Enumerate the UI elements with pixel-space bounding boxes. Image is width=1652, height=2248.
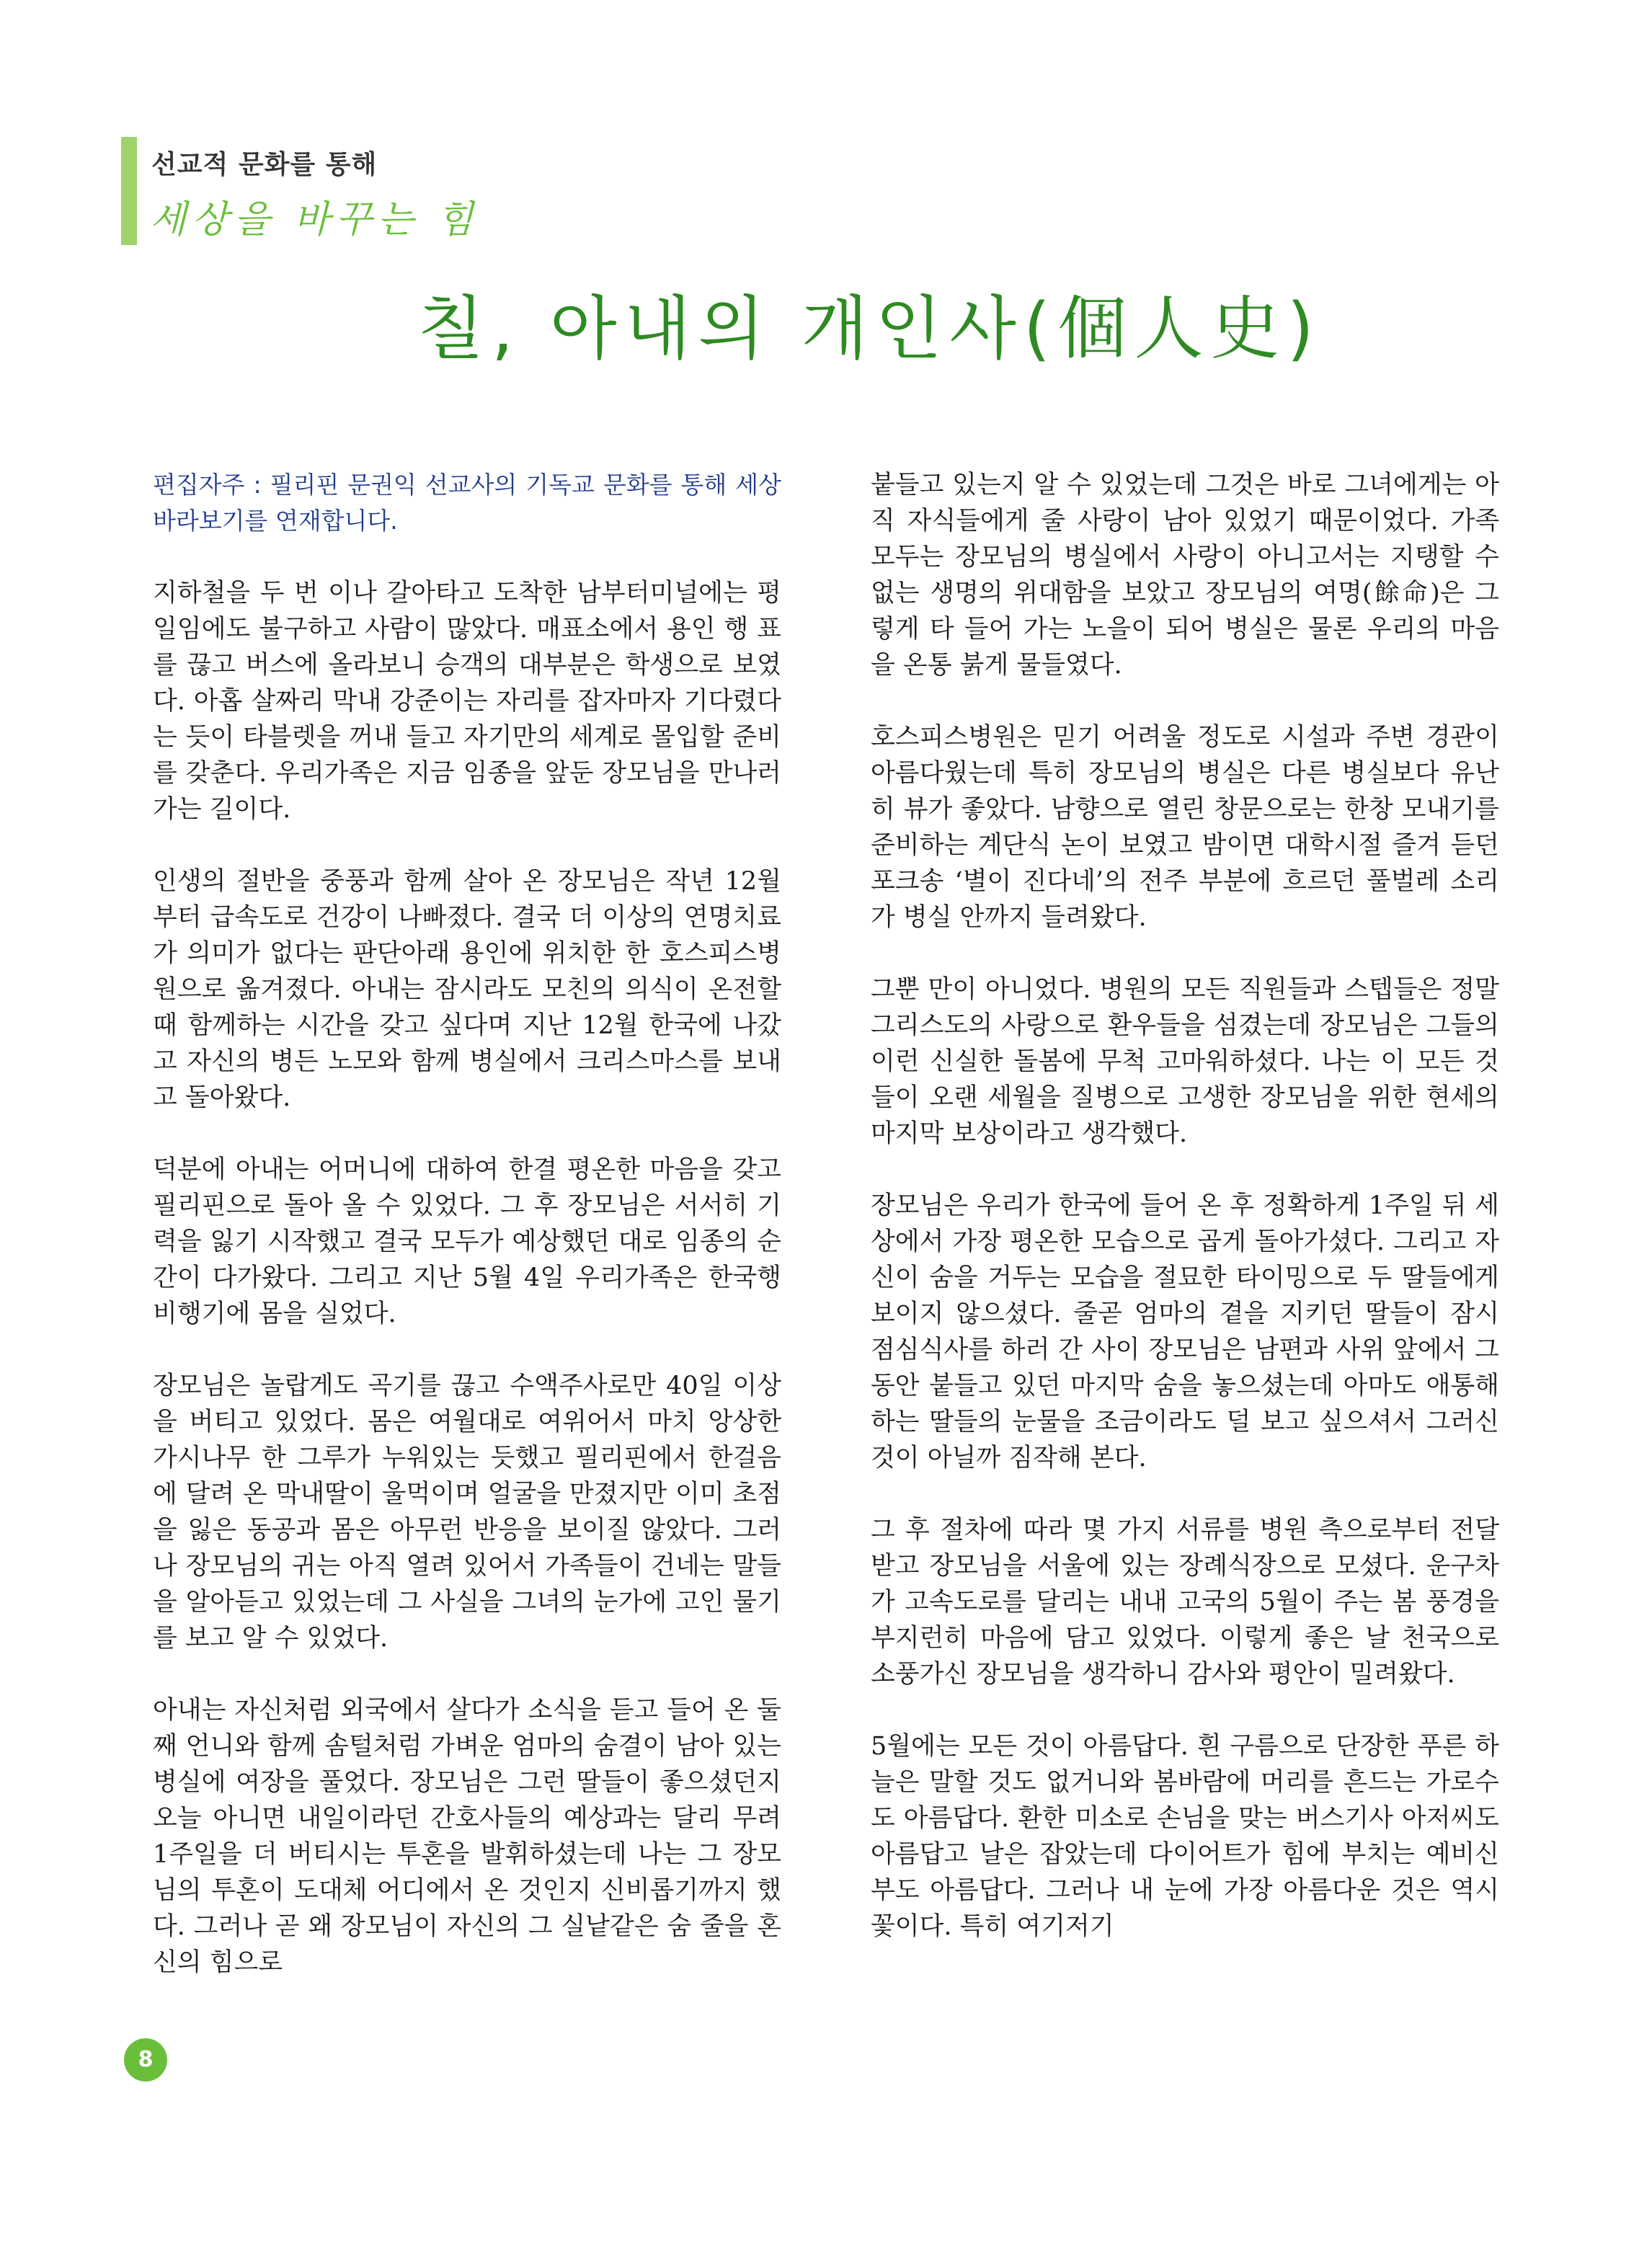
paragraph: 지하철을 두 번 이나 갈아타고 도착한 남부터미널에는 평일임에도 불구하고 사람이 많았다. 매표소에서 용인 행 표를 끊고 버스에 올라보니 승객의 대부분은 학생으로 보였다. 아홉 살짜리 막내 강준이는 자리를 잡자마자 기다렸다는 듯이 타블렛을 꺼내 들고 자기만의 세계로 몰입할 준비를 갖춘다. 우리가족은 지금 임종을 앞둔 장모님을 만나러 가는 길이다. — [153, 579, 781, 824]
paragraph: 호스피스병원은 믿기 어려울 정도로 시설과 주변 경관이 아름다웠는데 특히 장모님의 병실은 다른 병실보다 유난히 뷰가 좋았다. 남향으로 열린 창문으로는 한창 모내기를 준비하는 계단식 논이 보였고 밤이면 대학시절 즐겨 듣던 포크송 ‘별이 진다네’의 전주 부분에 흐르던 풀벌레 소리가 병실 안까지 들려왔다. — [871, 723, 1499, 932]
series-kicker: 선교적 문화를 통해 — [151, 150, 378, 179]
paragraph: 그뿐 만이 아니었다. 병원의 모든 직원들과 스텝들은 정말 그리스도의 사랑으로 환우들을 섬겼는데 장모님은 그들의 이런 신실한 돌봄에 무척 고마워하셨다. 나는 이 모든 것들이 오랜 세월을 질병으로 고생한 장모님을 위한 현세의 마지막 보상이라고 생각했다. — [871, 975, 1499, 1148]
paragraph: 붙들고 있는지 알 수 있었는데 그것은 바로 그녀에게는 아직 자식들에게 줄 사랑이 남아 있었기 때문이었다. 가족 모두는 장모님의 병실에서 사랑이 아니고서는 지탱할 수 없는 생명의 위대함을 보았고 장모님의 여명(餘命)은 그렇게 타 들어 가는 노을이 되어 병실은 물론 우리의 마음을 온통 붉게 물들였다. — [871, 471, 1499, 680]
article-title: 칠, 아내의 개인사(個人史) — [417, 288, 1321, 369]
paragraph: 아내는 자신처럼 외국에서 살다가 소식을 듣고 들어 온 둘째 언니와 함께 솜털처럼 가벼운 엄마의 숨결이 남아 있는 병실에 여장을 풀었다. 장모님은 그런 딸들이 좋으셨던지 오늘 아니면 내일이라던 간호사들의 예상과는 달리 무려 1주일을 더 버티시는 투혼을 발휘하셨는데 나는 그 장모님의 투혼이 도대체 어디에서 온 것인지 신비롭기까지 했다. 그러나 곧 왜 장모님이 자신의 그 실낱같은 숨 줄을 혼신의 힘으로 — [153, 1696, 781, 1977]
paragraph: 인생의 절반을 중풍과 함께 살아 온 장모님은 작년 12월부터 급속도로 건강이 나빠졌다. 결국 더 이상의 연명치료가 의미가 없다는 판단아래 용인에 위치한 한 호스피스병원으로 옮겨졌다. 아내는 잠시라도 모친의 의식이 온전할 때 함께하는 시간을 갖고 싶다며 지난 12월 한국에 나갔고 자신의 병든 노모와 함께 병실에서 크리스마스를 보내고 돌아왔다. — [153, 867, 781, 1112]
section-accent-bar — [121, 137, 137, 245]
page-number: 8 — [124, 2038, 167, 2082]
paragraph: 장모님은 놀랍게도 곡기를 끊고 수액주사로만 40일 이상을 버티고 있었다. 몸은 여월대로 여위어서 마치 앙상한 가시나무 한 그루가 누워있는 듯했고 필리핀에서 한걸음에 달려 온 막내딸이 울먹이며 얼굴을 만졌지만 이미 초점을 잃은 동공과 몸은 아무런 반응을 보이질 않았다. 그러나 장모님의 귀는 아직 열려 있어서 가족들이 건네는 말들을 알아듣고 있었는데 그 사실을 그녀의 눈가에 고인 물기를 보고 알 수 있었다. — [153, 1372, 781, 1653]
paragraph: 장모님은 우리가 한국에 들어 온 후 정확하게 1주일 뒤 세상에서 가장 평온한 모습으로 곱게 돌아가셨다. 그리고 자신이 숨을 거두는 모습을 절묘한 타이밍으로 두 딸들에게 보이지 않으셨다. 줄곧 엄마의 곁을 지키던 딸들이 잠시 점심식사를 하러 간 사이 장모님은 남편과 사위 앞에서 그 동안 붙들고 있던 마지막 숨을 놓으셨는데 아마도 애통해 하는 딸들의 눈물을 조금이라도 덜 보고 싶으셔서 그러신 것이 아닐까 짐작해 본다. — [871, 1191, 1499, 1472]
paragraph: 덕분에 아내는 어머니에 대하여 한결 평온한 마음을 갖고 필리핀으로 돌아 올 수 있었다. 그 후 장모님은 서서히 기력을 잃기 시작했고 결국 모두가 예상했던 대로 임종의 순간이 다가왔다. 그리고 지난 5월 4일 우리가족은 한국행 비행기에 몸을 실었다. — [153, 1155, 781, 1328]
editor-note: 편집자주 : 필리핀 문권익 선교사의 기독교 문화를 통해 세상 바라보기를 연재합니다. — [153, 471, 781, 535]
left-column — [153, 467, 781, 2017]
series-title: 세상을 바꾸는 힘 — [150, 198, 479, 241]
paragraph: 5월에는 모든 것이 아름답다. 흰 구름으로 단장한 푸른 하늘은 말할 것도 없거니와 봄바람에 머리를 흔드는 가로수도 아름답다. 환한 미소로 손님을 맞는 버스기사 아저씨도 아름답고 날은 잡았는데 다이어트가 힘에 부치는 예비신부도 아름답다. 그러나 내 눈에 가장 아름다운 것은 역시 꽃이다. 특히 여기저기 — [871, 1732, 1499, 1941]
paragraph: 그 후 절차에 따라 몇 가지 서류를 병원 측으로부터 전달 받고 장모님을 서울에 있는 장례식장으로 모셨다. 운구차가 고속도로를 달리는 내내 고국의 5월이 주는 봄 풍경을 부지런히 마음에 담고 있었다. 이렇게 좋은 날 천국으로 소풍가신 장모님을 생각하니 감사와 평안이 밀려왔다. — [871, 1516, 1499, 1689]
right-column — [871, 467, 1499, 1981]
